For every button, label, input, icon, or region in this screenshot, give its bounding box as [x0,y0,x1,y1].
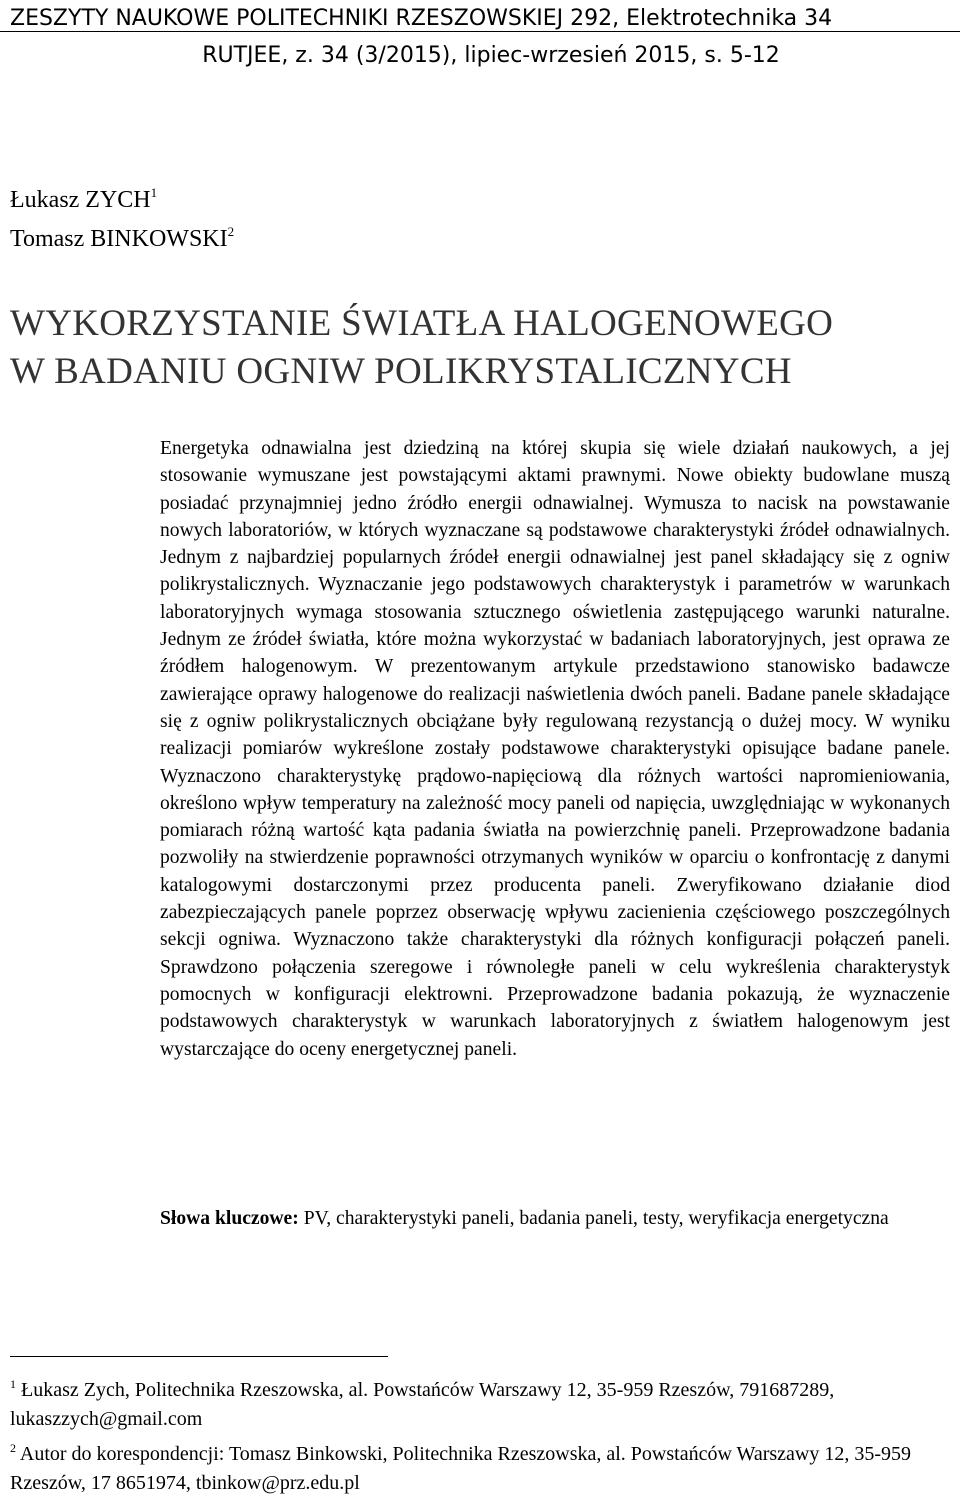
keywords-label: Słowa kluczowe: [160,1208,299,1229]
footnote-marker: 2 [10,1441,16,1455]
journal-header-line1: ZESZYTY NAUKOWE POLITECHNIKI RZESZOWSKIEJ 292, Elektrotechnika 34 [10,6,833,31]
journal-header [10,0,954,74]
paper-title-line2: W BADANIU OGNIW POLIKRYSTALICZNYCH [10,351,792,392]
author-name: Łukasz ZYCH [10,187,151,213]
author-2 [10,216,234,255]
author-footnote-marker: 1 [150,185,158,200]
author-name: Tomasz BINKOWSKI [10,226,228,252]
paper-title [10,300,833,396]
header-divider [0,31,960,32]
footnote-2 [10,1434,945,1498]
author-footnote-marker: 2 [227,224,235,239]
footnote-divider [10,1356,388,1357]
keywords-text: PV, charakterystyki paneli, badania paneli, testy, weryfikacja energetyczna [298,1208,889,1229]
abstract: Energetyka odnawialna jest dziedziną na której skupia się wiele działań naukowych, a jej stosowanie wymuszane jest powstającymi aktami prawnymi. Nowe obiekty budowlane muszą posiadać przynajmniej jedno źródło energii odnawialnej. Wymusza to nacisk na powstawanie nowych laboratoriów, w których wyznaczane są podstawowe charakterystyki źródeł odnawialnych. Jednym z najbardziej popularnych źródeł energii odnawialnej jest panel składający się z ogniw polikrystalicznych. Wyznaczanie jego podstawowych charakterystyk i parametrów w warunkach laboratoryjnych wymaga stosowania sztucznego oświetlenia zastępującego warunki naturalne. Jednym ze źródeł światła, które można wykorzystać w badaniach laboratoryjnych, jest oprawa ze źródłem halogenowym. W prezentowanym artykule przedstawiono stanowisko badawcze zawierające oprawy halogenowe do realizacji naświetlenia dwóch paneli. Badane panele składające się z ogniw polikrystalicznych obciążane były regulowaną rezystancją o dużej mocy. W wyniku realizacji pomiarów wykreślone zostały podstawowe charakterystyki opisujące badane panele. Wyznaczono charakterystykę prądowo-napięciową dla różnych wartości napromieniowania, określono wpływ temperatury na zależność mocy paneli od napięcia, uwzględniając w wykonanych pomiarach różną wartość kąta padania światła na powierzchnię paneli. Przeprowadzone badania pozwoliły na stwierdzenie poprawności otrzymanych wyników w oparciu o konfrontację z danymi katalogowymi dostarczonymi przez producenta paneli. Zweryfikowano działanie diod zabezpieczających panele poprzez obserwację wpływu zacienienia częściowego poszczególnych sekcji ogniwa. Wyznaczono także charakterystyki dla różnych konfiguracji połączeń paneli. Sprawdzono połączenia szeregowe i równoległe paneli w celu wykreślenia charakterystyk pomocnych w konfiguracji elektrowni. Przeprowadzone badania pokazują, że wyznaczenie podstawowych charakterystyk w warunkach laboratoryjnych z światłem halogenowym jest wystarczające do oceny energetycznej paneli. [160,438,950,1060]
authors-block [10,177,234,255]
author-1 [10,177,234,216]
footnote-marker: 1 [10,1377,16,1391]
footnote-text: Łukasz Zych, Politechnika Rzeszowska, al. Powstańców Warszawy 12, 35-959 Rzeszów, 791687289, lukaszzych@gmail.com [10,1379,835,1430]
keywords [160,1205,950,1233]
paper-title-line1: WYKORZYSTANIE ŚWIATŁA HALOGENOWEGO [10,303,834,344]
journal-header-line2: RUTJEE, z. 34 (3/2015), lipiec-wrzesień 2015, s. 5-12 [202,43,780,68]
footnote-1 [10,1370,945,1434]
footnotes [10,1370,945,1498]
footnote-text: Autor do korespondencji: Tomasz Binkowski, Politechnika Rzeszowska, al. Powstańców Warszawy 12, 35-959 Rzeszów, 17 8651974, tbinkow@prz.edu.pl [10,1443,911,1494]
